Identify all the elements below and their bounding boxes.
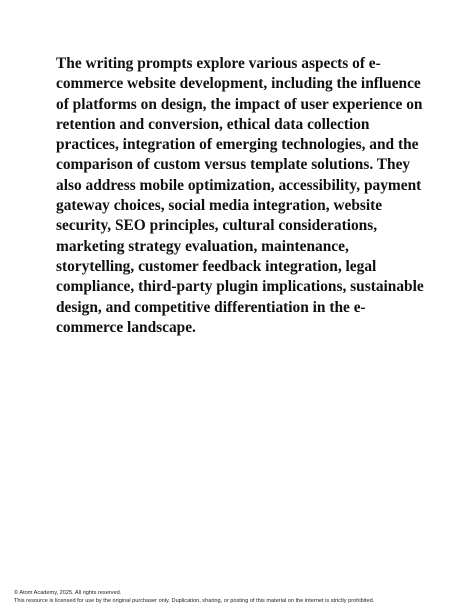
license-notice: This resource is licensed for use by the original purchaser only. Duplication, sharing, or posting of this material on the internet is strictly prohibited. bbox=[14, 598, 375, 604]
page-footer bbox=[14, 589, 466, 605]
summary-paragraph: The writing prompts explore various aspects of e-commerce website development, including the influence of platforms on design, the impact of user experience on retention and conversion, ethical data collection practices, integration of emerging technologies, and the comparison of custom versus template solutions. They also address mobile optimization, accessibility, payment gateway choices, social media integration, website security, SEO principles, cultural considerations, marketing strategy evaluation, maintenance, storytelling, customer feedback integration, legal compliance, third-party plugin implications, sustainable design, and competitive differentiation in the e-commerce landscape. bbox=[56, 55, 424, 336]
copyright-notice: © Atom Academy, 2025. All rights reserved. bbox=[14, 590, 122, 596]
